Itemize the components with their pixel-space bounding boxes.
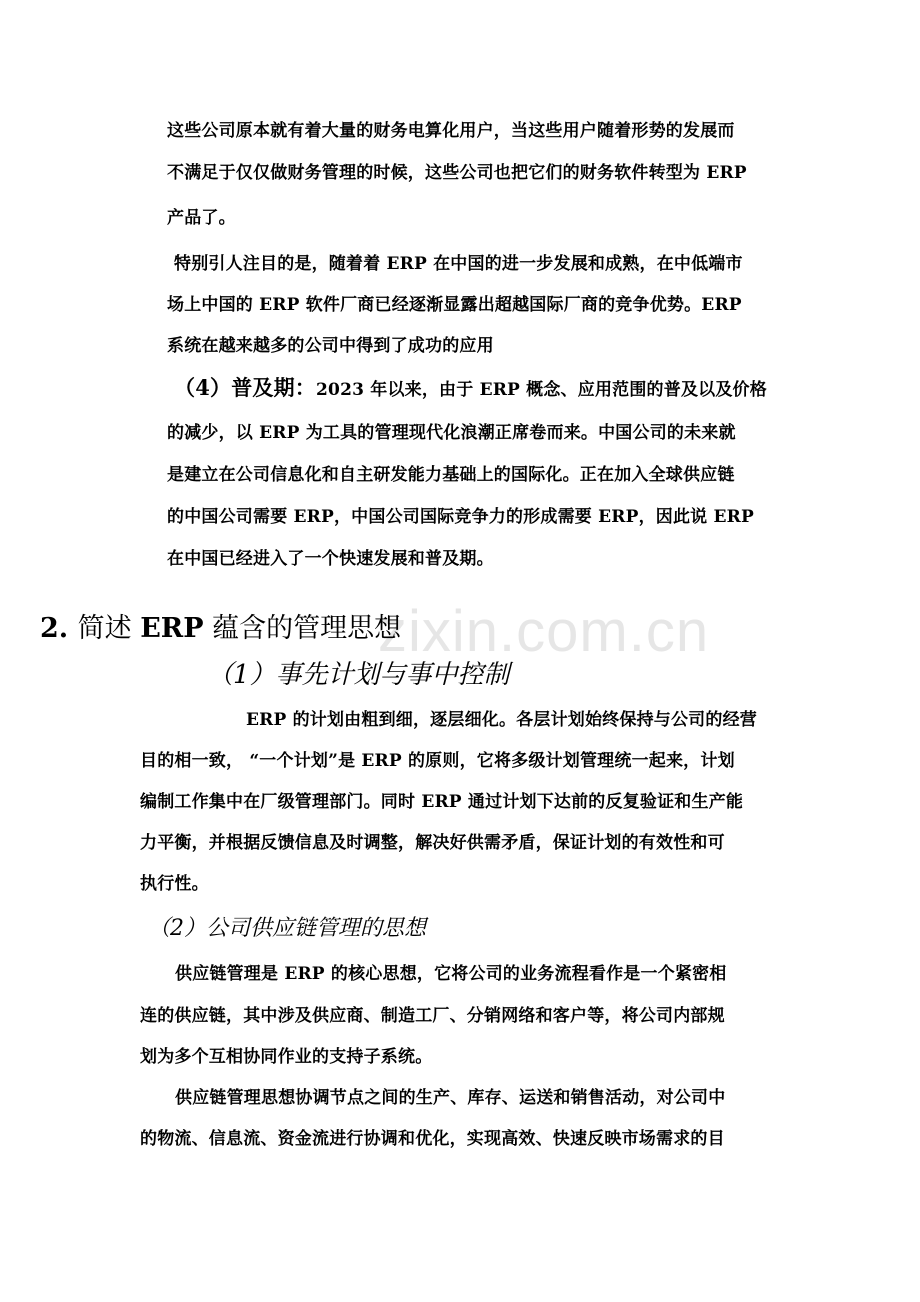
paragraph-2-line-2: 场上中国的 ERP 软件厂商已经逐渐显露出超越国际厂商的竞争优势。ERP xyxy=(167,295,742,315)
subsection-2-para-a-line-3: 划为多个互相协同作业的支持子系统。 xyxy=(140,1047,433,1067)
section-2-heading xyxy=(40,611,401,647)
subsection-2-para-a-line-1: 供应链管理是 ERP 的核心思想，它将公司的业务流程看作是一个紧密相 xyxy=(175,964,727,984)
subsection-2-para-a-line-2: 连的供应链，其中涉及供应商、制造工厂、分销网络和客户等，将公司内部规 xyxy=(140,1006,725,1026)
paragraph-3-line-5: 在中国已经进入了一个快速发展和普及期。 xyxy=(167,549,494,569)
paragraph-1-line-3: 产品了。 xyxy=(167,208,236,228)
section-2-title-prefix: 简述 xyxy=(77,613,141,644)
section-2-title-latin: ERP xyxy=(140,613,204,644)
subsection-1-line-2: 目的相一致， “一个计划”是 ERP 的原则，它将多级计划管理统一起来，计划 xyxy=(140,751,735,771)
paragraph-2-line-3: 系统在越来越多的公司中得到了成功的应用 xyxy=(167,336,494,356)
subsection-1-line-1: ERP 的计划由粗到细，逐层细化。各层计划始终保持与公司的经营 xyxy=(246,710,757,730)
paragraph-2-line-1: 特别引人注目的是，随着着 ERP 在中国的进一步发展和成熟，在中低端市 xyxy=(174,254,743,274)
subsection-2-title: （2）公司供应链管理的思想 xyxy=(148,916,426,941)
paragraph-3-line-2: 的减少，以 ERP 为工具的管理现代化浪潮正席卷而来。中国公司的未来就 xyxy=(167,423,736,443)
paragraph-3-line-1-text: 2023 年以来，由于 ERP 概念、应用范围的普及以及价格 xyxy=(316,380,767,400)
watermark: zixin.com.cn xyxy=(378,599,710,664)
subsection-2-para-b-line-1: 供应链管理思想协调节点之间的生产、库存、运送和销售活动，对公司中 xyxy=(175,1088,726,1108)
section-2-title-suffix: 蕴含的管理思想 xyxy=(203,613,402,644)
paragraph-3-line-3: 是建立在公司信息化和自主研发能力基础上的国际化。正在加入全球供应链 xyxy=(167,465,735,485)
subsection-1-line-3: 编制工作集中在厂级管理部门。同时 ERP 通过计划下达前的反复验证和生产能 xyxy=(140,792,744,812)
subsection-1-line-4: 力平衡，并根据反馈信息及时调整，解决好供需矛盾，保证计划的有效性和可 xyxy=(140,833,725,853)
stage-heading: （4）普及期： xyxy=(174,375,317,400)
subsection-1-title: （1）事先计划与事中控制 xyxy=(207,660,510,690)
paragraph-1-line-1: 这些公司原本就有着大量的财务电算化用户，当这些用户随着形势的发展而 xyxy=(167,121,735,141)
paragraph-3-line-1 xyxy=(174,377,767,401)
section-2-number: 2. xyxy=(40,613,78,644)
subsection-2-para-b-line-2: 的物流、信息流、资金流进行协调和优化，实现高效、快速反映市场需求的目 xyxy=(140,1129,725,1149)
paragraph-1-line-2: 不满足于仅仅做财务管理的时候，这些公司也把它们的财务软件转型为 ERP xyxy=(167,163,747,183)
subsection-1-line-5: 执行性。 xyxy=(140,874,209,894)
paragraph-3-line-4: 的中国公司需要 ERP，中国公司国际竞争力的形成需要 ERP，因此说 ERP xyxy=(167,507,754,527)
